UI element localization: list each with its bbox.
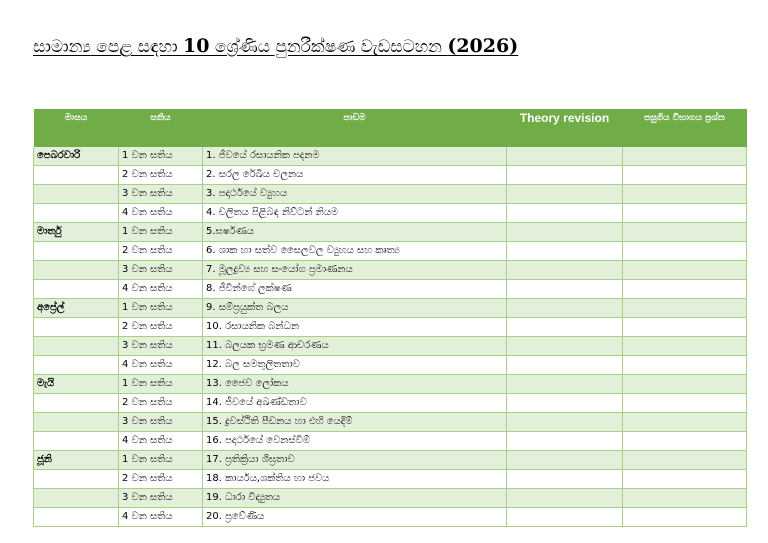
month-cell: මැයි xyxy=(34,375,119,394)
table-row xyxy=(34,413,747,432)
table-row xyxy=(34,470,747,489)
month-cell: පෙබරවාරි xyxy=(34,147,119,166)
past-paper-cell xyxy=(623,223,747,242)
theory-revision-cell xyxy=(507,356,623,375)
week-cell: 4 වන සතිය xyxy=(119,356,203,375)
month-cell xyxy=(34,394,119,413)
month-cell xyxy=(34,508,119,527)
week-cell: 1 වන සතිය xyxy=(119,223,203,242)
lesson-cell: 1. ජීවයේ රසායනික පදනම xyxy=(203,147,507,166)
table-row xyxy=(34,280,747,299)
page-title xyxy=(33,34,518,59)
lesson-cell: 20. ප්‍රවේණිය xyxy=(203,508,507,527)
table-row xyxy=(34,147,747,166)
theory-revision-cell xyxy=(507,280,623,299)
lesson-cell: 5.ඝර්ෂණය xyxy=(203,223,507,242)
past-paper-cell xyxy=(623,242,747,261)
lesson-cell: 7. මූලද්‍රව්‍ය සහ සංයෝග ප්‍රමාණනය xyxy=(203,261,507,280)
week-cell: 2 වන සතිය xyxy=(119,470,203,489)
table-row xyxy=(34,299,747,318)
week-cell: 4 වන සතිය xyxy=(119,204,203,223)
month-cell: ජූනි xyxy=(34,451,119,470)
table-row xyxy=(34,451,747,470)
lesson-cell: 2. සරල රේඛීය චලනය xyxy=(203,166,507,185)
week-cell: 2 වන සතිය xyxy=(119,166,203,185)
title-middle: ශ්‍රේණිය පුනරීක්ෂණ වැඩසටහන xyxy=(209,37,448,57)
week-cell: 4 වන සතිය xyxy=(119,432,203,451)
table-row xyxy=(34,432,747,451)
month-cell xyxy=(34,337,119,356)
table-row xyxy=(34,204,747,223)
theory-revision-cell xyxy=(507,413,623,432)
table-row xyxy=(34,489,747,508)
past-paper-cell xyxy=(623,356,747,375)
lesson-cell: 4. චලිතය පිළිබඳ නිව්ටන් නියම xyxy=(203,204,507,223)
past-paper-cell xyxy=(623,451,747,470)
week-cell: 1 වන සතිය xyxy=(119,299,203,318)
title-year: (2026) xyxy=(447,35,519,57)
month-cell: මාර්තු xyxy=(34,223,119,242)
month-cell xyxy=(34,204,119,223)
header-month: මාසය xyxy=(34,109,119,147)
month-cell xyxy=(34,261,119,280)
week-cell: 4 වන සතිය xyxy=(119,280,203,299)
lesson-cell: 12. බල සමතුලිතතාව xyxy=(203,356,507,375)
past-paper-cell xyxy=(623,280,747,299)
lesson-cell: 9. සම්ප්‍රයුක්ත බලය xyxy=(203,299,507,318)
table-row xyxy=(34,394,747,413)
week-cell: 3 වන සතිය xyxy=(119,337,203,356)
lesson-cell: 6. ශාක හා සත්ව සෛලවල ව්‍යුහය සහ කෘත්‍ය xyxy=(203,242,507,261)
week-cell: 1 වන සතිය xyxy=(119,451,203,470)
week-cell: 2 වන සතිය xyxy=(119,318,203,337)
theory-revision-cell xyxy=(507,337,623,356)
lesson-cell: 11. බලයක භ්‍රමණ ආචරණය xyxy=(203,337,507,356)
theory-revision-cell xyxy=(507,318,623,337)
month-cell: අප්‍රේල් xyxy=(34,299,119,318)
theory-revision-cell xyxy=(507,508,623,527)
table-row xyxy=(34,223,747,242)
past-paper-cell xyxy=(623,508,747,527)
month-cell xyxy=(34,432,119,451)
week-cell: 1 වන සතිය xyxy=(119,147,203,166)
past-paper-cell xyxy=(623,413,747,432)
header-past-papers: පසුගිය විභාගය ප්‍රශ්න xyxy=(623,109,747,147)
month-cell xyxy=(34,242,119,261)
theory-revision-cell xyxy=(507,470,623,489)
month-cell xyxy=(34,185,119,204)
lesson-cell: 15. ද්‍රවස්ථිති පීඩනය හා එහි යෙදීම් xyxy=(203,413,507,432)
lesson-cell: 18. කාර්යය,ශක්තිය හා ජවය xyxy=(203,470,507,489)
past-paper-cell xyxy=(623,337,747,356)
past-paper-cell xyxy=(623,318,747,337)
theory-revision-cell xyxy=(507,204,623,223)
revision-schedule-table xyxy=(33,109,747,527)
table-header-row xyxy=(34,109,747,147)
past-paper-cell xyxy=(623,489,747,508)
theory-revision-cell xyxy=(507,432,623,451)
past-paper-cell xyxy=(623,185,747,204)
past-paper-cell xyxy=(623,432,747,451)
month-cell xyxy=(34,166,119,185)
week-cell: 3 වන සතිය xyxy=(119,261,203,280)
past-paper-cell xyxy=(623,204,747,223)
week-cell: 3 වන සතිය xyxy=(119,489,203,508)
theory-revision-cell xyxy=(507,223,623,242)
past-paper-cell xyxy=(623,166,747,185)
table-row xyxy=(34,508,747,527)
header-week: සතිය xyxy=(119,109,203,147)
lesson-cell: 3. පදාර්ථයේ ව්‍යුහය xyxy=(203,185,507,204)
table-row xyxy=(34,166,747,185)
past-paper-cell xyxy=(623,470,747,489)
past-paper-cell xyxy=(623,261,747,280)
theory-revision-cell xyxy=(507,489,623,508)
week-cell: 2 වන සතිය xyxy=(119,394,203,413)
theory-revision-cell xyxy=(507,394,623,413)
header-lesson: පාඩම xyxy=(203,109,507,147)
lesson-cell: 14. ජීවයේ අඛණ්ඩතාව xyxy=(203,394,507,413)
month-cell xyxy=(34,280,119,299)
table-row xyxy=(34,337,747,356)
month-cell xyxy=(34,489,119,508)
past-paper-cell xyxy=(623,147,747,166)
table-row xyxy=(34,375,747,394)
month-cell xyxy=(34,318,119,337)
table-row xyxy=(34,261,747,280)
lesson-cell: 17. ප්‍රතික්‍රියා ශීඝ්‍රතාව xyxy=(203,451,507,470)
week-cell: 2 වන සතිය xyxy=(119,242,203,261)
past-paper-cell xyxy=(623,299,747,318)
table-row xyxy=(34,242,747,261)
header-theory-revision: Theory revision xyxy=(507,109,623,147)
week-cell: 4 වන සතිය xyxy=(119,508,203,527)
theory-revision-cell xyxy=(507,147,623,166)
theory-revision-cell xyxy=(507,261,623,280)
theory-revision-cell xyxy=(507,375,623,394)
week-cell: 3 වන සතිය xyxy=(119,413,203,432)
lesson-cell: 10. රසායනික බන්ධන xyxy=(203,318,507,337)
title-prefix: සාමාන්‍ය පෙළ සඳහා xyxy=(33,37,184,57)
theory-revision-cell xyxy=(507,451,623,470)
month-cell xyxy=(34,356,119,375)
title-grade-number: 10 xyxy=(183,35,210,57)
week-cell: 3 වන සතිය xyxy=(119,185,203,204)
month-cell xyxy=(34,413,119,432)
lesson-cell: 19. ධාරා විද්‍යුතය xyxy=(203,489,507,508)
month-cell xyxy=(34,470,119,489)
week-cell: 1 වන සතිය xyxy=(119,375,203,394)
theory-revision-cell xyxy=(507,166,623,185)
past-paper-cell xyxy=(623,375,747,394)
lesson-cell: 8. ජීවීන්ගේ ලක්ෂණ xyxy=(203,280,507,299)
theory-revision-cell xyxy=(507,185,623,204)
theory-revision-cell xyxy=(507,299,623,318)
table-row xyxy=(34,356,747,375)
table-row xyxy=(34,318,747,337)
theory-revision-cell xyxy=(507,242,623,261)
table-row xyxy=(34,185,747,204)
table-body xyxy=(34,147,747,527)
past-paper-cell xyxy=(623,394,747,413)
lesson-cell: 16. පදාර්ථයේ වෙනස්වීම් xyxy=(203,432,507,451)
lesson-cell: 13. ජෛව ලෝකය xyxy=(203,375,507,394)
